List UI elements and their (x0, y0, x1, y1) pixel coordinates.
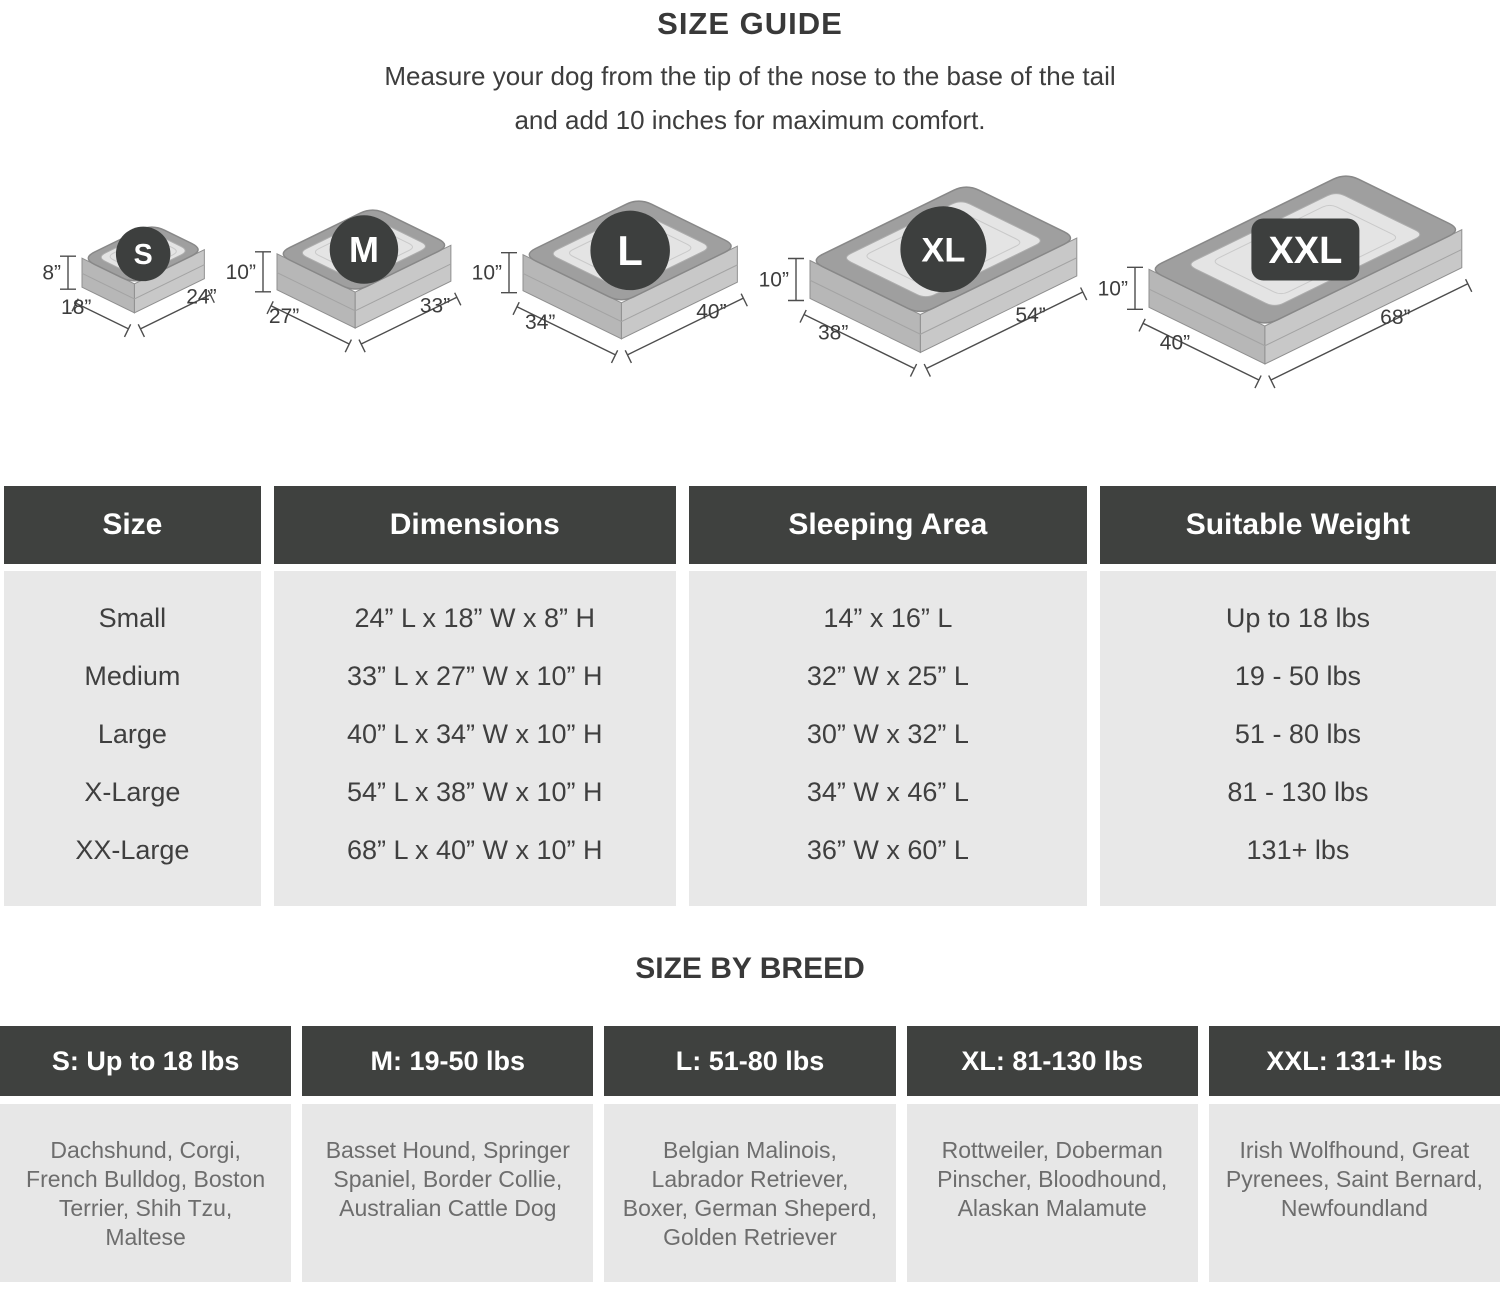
bed-length-label: 40” (696, 300, 727, 324)
dimensions-cell: 24” L x 18” W x 8” H (354, 603, 596, 633)
size-column (4, 571, 261, 906)
suitable-weight-cell: 81 - 130 lbs (1227, 777, 1369, 807)
suitable-weight-cell: Up to 18 lbs (1225, 603, 1370, 633)
breed-list-s: Dachshund, Corgi, French Bulldog, Boston Terrier, Shih Tzu, Maltese (0, 1104, 291, 1282)
bed-diagram-s (24, 210, 218, 371)
breed-header-xxl: XXL: 131+ lbs (1209, 1026, 1500, 1096)
breed-list-m: Basset Hound, Springer Spaniel, Border Collie, Australian Cattle Dog (302, 1104, 593, 1282)
size-cell: Large (97, 719, 167, 749)
bed-badge-label: XL (921, 231, 966, 270)
suitable-weight-cell: 131+ lbs (1246, 835, 1350, 865)
breed-table-body (0, 1104, 1500, 1282)
bed-height-label: 10” (225, 261, 256, 285)
size-cell: XX-Large (75, 835, 190, 865)
bed-width-label: 34” (525, 310, 556, 334)
bed-badge-label: XXL (1268, 229, 1343, 272)
size-cell: Small (98, 603, 167, 633)
page-subtitle (0, 54, 1500, 142)
bed-length-label: 33” (419, 295, 451, 319)
bed-height-label: 10” (758, 268, 789, 292)
dimensions-cell: 40” L x 34” W x 10” H (346, 719, 603, 749)
sleeping-area-column (689, 571, 1087, 906)
breed-header-xl: XL: 81-130 lbs (907, 1026, 1198, 1096)
bed-diagram-xl (752, 170, 1091, 411)
suitable-weight-cell: 51 - 80 lbs (1234, 719, 1361, 749)
bed-length-label: 68” (1380, 305, 1411, 329)
col-header-suitable-weight: Suitable Weight (1100, 486, 1496, 564)
sleeping-area-cell: 32” W x 25” L (806, 661, 969, 691)
breed-table (0, 1026, 1500, 1282)
size-cell: X-Large (84, 777, 181, 807)
bed-height-label: 8” (42, 261, 62, 285)
dimensions-cell: 54” L x 38” W x 10” H (346, 777, 603, 807)
bed-badge-label: M (348, 229, 379, 271)
breed-list-xl: Rottweiler, Doberman Pinscher, Bloodhound, Alaskan Malamute (907, 1104, 1198, 1282)
dimensions-cell: 33” L x 27” W x 10” H (346, 661, 603, 691)
bed-height-label: 10” (1097, 276, 1129, 300)
suitable-weight-column (1100, 571, 1496, 906)
bed-diagram-xxl (1091, 159, 1476, 422)
dimensions-column (274, 571, 676, 906)
size-table (0, 486, 1500, 906)
bed-length-label: 54” (1015, 303, 1046, 327)
bed-width-label: 40” (1159, 331, 1191, 355)
dimensions-cell: 68” L x 40” W x 10” H (346, 835, 603, 865)
bed-diagram-m (219, 193, 465, 386)
col-header-size: Size (4, 486, 261, 564)
sleeping-area-cell: 14” x 16” L (823, 603, 953, 633)
sleeping-area-cell: 34” W x 46” L (806, 777, 969, 807)
bed-width-label: 38” (817, 321, 849, 345)
sleeping-area-cell: 30” W x 32” L (806, 719, 969, 749)
bed-badge-label: S (133, 238, 153, 271)
bed-size-diagrams (0, 144, 1500, 436)
size-table-body (4, 571, 1496, 906)
subtitle-line-1: Measure your dog from the tip of the nose to the base of the tail (384, 61, 1116, 91)
size-table-header-row (4, 486, 1496, 564)
size-by-breed-title: SIZE BY BREED (635, 952, 865, 985)
suitable-weight-cell: 19 - 50 lbs (1234, 661, 1361, 691)
breed-table-header-row (0, 1026, 1500, 1096)
breed-header-m: M: 19-50 lbs (302, 1026, 593, 1096)
size-cell: Medium (84, 661, 181, 691)
breed-list-l: Belgian Malinois, Labrador Retriever, Boxer, German Sheperd, Golden Retriever (604, 1104, 895, 1282)
bed-diagram-l (465, 184, 751, 397)
breed-header-s: S: Up to 18 lbs (0, 1026, 291, 1096)
bed-width-label: 18” (61, 295, 92, 319)
col-header-dimensions: Dimensions (274, 486, 676, 564)
col-header-sleeping-area: Sleeping Area (689, 486, 1087, 564)
bed-height-label: 10” (471, 261, 503, 285)
breed-header-l: L: 51-80 lbs (604, 1026, 895, 1096)
sleeping-area-cell: 36” W x 60” L (806, 835, 969, 865)
subtitle-line-2: and add 10 inches for maximum comfort. (514, 105, 986, 135)
bed-width-label: 27” (268, 305, 300, 329)
breed-list-xxl: Irish Wolfhound, Great Pyrenees, Saint Bernard, Newfoundland (1209, 1104, 1500, 1282)
page-title: SIZE GUIDE (657, 6, 843, 41)
bed-badge-label: L (617, 226, 644, 274)
bed-length-label: 24” (186, 285, 217, 309)
